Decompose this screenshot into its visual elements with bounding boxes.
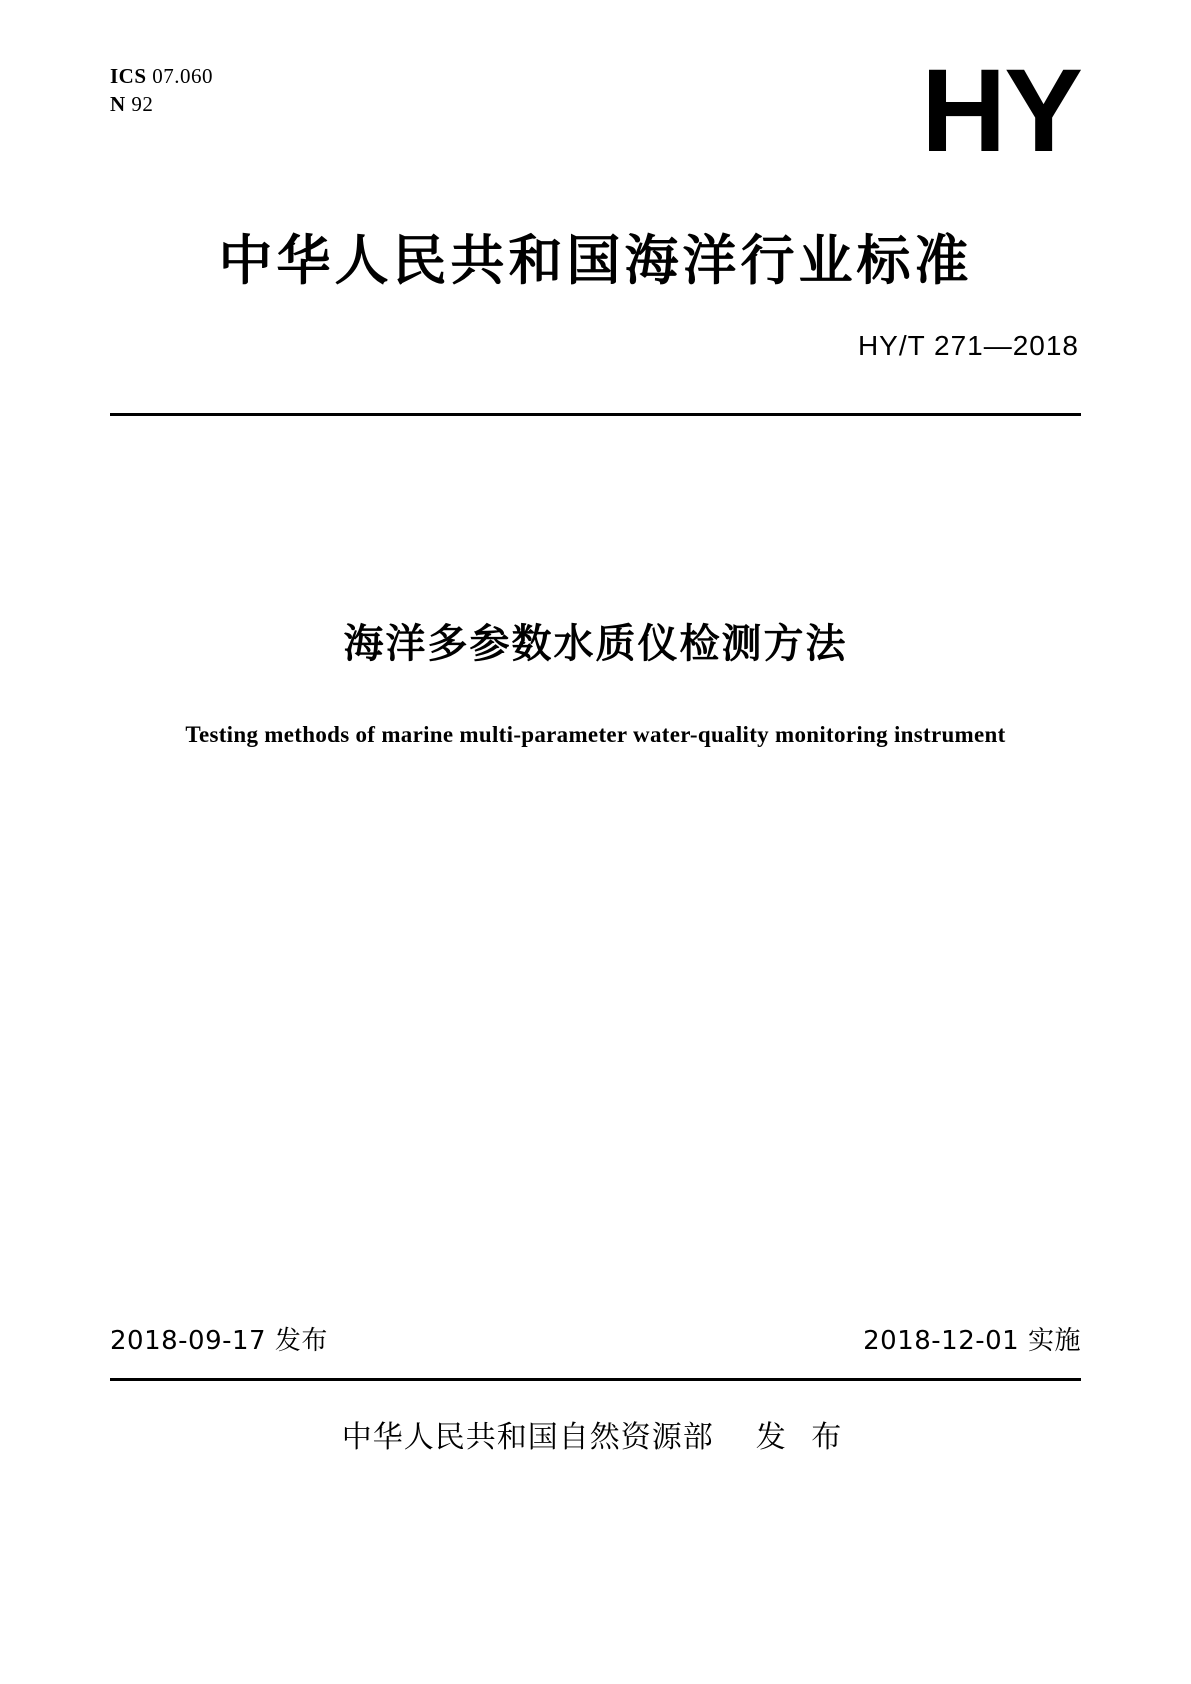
- ics-class-line: [110, 90, 213, 118]
- issuer-name: 中华人民共和国自然资源部: [341, 1420, 714, 1455]
- ics-classification-block: [110, 62, 213, 119]
- standard-number: HY/T 271—2018: [857, 330, 1079, 361]
- hy-logo: HY: [921, 45, 1081, 177]
- ics-class-label: N: [110, 92, 126, 117]
- issue-date: 2018-09-17 发布: [110, 1326, 328, 1356]
- divider-bottom: [110, 1378, 1081, 1381]
- document-title-english: Testing methods of marine multi-parameter water-quality monitoring instrument: [185, 722, 1006, 747]
- issuer-line: [0, 1412, 1191, 1456]
- ics-class-value: 92: [131, 92, 154, 117]
- ics-code-line: [110, 62, 213, 90]
- effective-date: 2018-12-01 实施: [863, 1326, 1081, 1356]
- ics-label: ICS: [110, 64, 147, 88]
- ics-value: 07.060: [152, 64, 214, 88]
- document-title-chinese: 海洋多参数水质仪检测方法: [343, 621, 848, 667]
- national-standard-title: 中华人民共和国海洋行业标准: [218, 229, 973, 292]
- issuer-action: 发 布: [755, 1420, 850, 1455]
- footer-dates: [110, 1320, 1081, 1357]
- divider-top: [110, 413, 1081, 416]
